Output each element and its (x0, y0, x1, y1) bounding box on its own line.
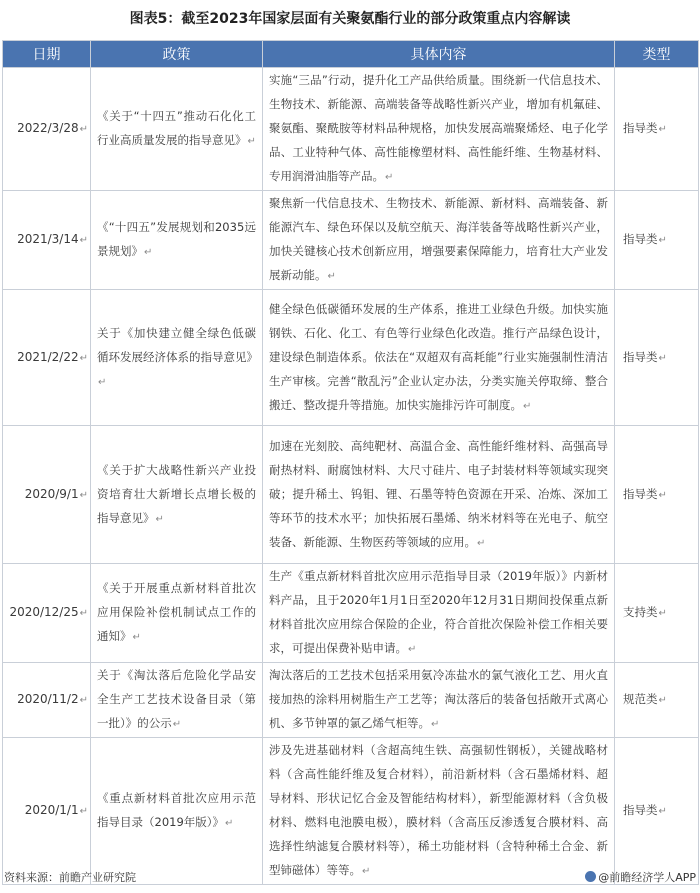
row-date: 2020/11/2 (17, 692, 79, 706)
row-date: 2020/12/25 (9, 605, 79, 619)
brand-logo-icon (585, 871, 596, 882)
table-row: 2020/11/2↵ 关于《淘汰落后危险化学品安全生产工艺技术设备目录（第一批）》的公示↵ 淘汰落后的工艺技术包括采用氨冷冻盐水的氯气液化工艺、用火直接加热的涂料用树脂生产工艺等；淘汰落后的装备包括敞开式离心机、多节钟罩的氯乙烯气柜等。↵ 规范类↵ (3, 663, 699, 738)
row-content: 加速在光刻胶、高纯靶材、高温合金、高性能纤维材料、高强高导耐热材料、耐腐蚀材料、大尺寸硅片、电子封装材料等领域实现突破；提升稀土、钨钼、锂、石墨等特色资源在开采、冶炼、深加工等环节的技术水平；加快拓展石墨烯、纳米材料等在光电子、航空装备、新能源、生物医药等领域的应用。 (269, 438, 608, 549)
row-type: 指导类 (623, 232, 658, 246)
row-policy: 《“十四五”发展规划和2035远景规划》 (97, 220, 256, 258)
row-type: 指导类 (623, 121, 658, 135)
row-content: 生产《重点新材料首批次应用示范指导目录（2019年版）》内新材料产品，且于2020年1月1日至2020年12月31日期间投保重点新材料首批次应用综合保险的企业，符合首批次保险补偿工作相关要求，可提出保费补贴申请。 (269, 569, 608, 655)
brand-footer (585, 869, 696, 885)
table-row: 2020/12/25↵ 《关于开展重点新材料首批次应用保险补偿机制试点工作的通知》↵ 生产《重点新材料首批次应用示范指导目录（2019年版）》内新材料产品，且于2020年1月1日至2020年12月31日期间投保重点新材料首批次应用综合保险的企业，符合首批次保险补偿工作相关要求，可提出保费补贴申请。↵ 支持类↵ (3, 564, 699, 663)
row-policy: 《重点新材料首批次应用示范指导目录（2019年版）》 (97, 791, 256, 829)
row-policy: 《关于开展重点新材料首批次应用保险补偿机制试点工作的通知》 (97, 581, 256, 643)
row-policy: 关于《淘汰落后危险化学品安全生产工艺技术设备目录（第一批）》的公示 (97, 668, 256, 730)
row-type: 指导类 (623, 486, 658, 501)
row-type: 指导类 (623, 803, 658, 817)
row-type: 指导类 (623, 349, 658, 364)
source-note: 资料来源：前瞻产业研究院 (4, 871, 136, 884)
header-date: 日期 (3, 41, 91, 68)
row-date: 2020/9/1 (24, 486, 79, 501)
row-policy: 关于《加快建立健全绿色低碳循环发展经济体系的指导意见》 (97, 325, 258, 364)
table-row: 2020/9/1↵ 《关于扩大战略性新兴产业投资培育壮大新增长点增长极的指导意见》↵ 加速在光刻胶、高纯靶材、高温合金、高性能纤维材料、高强高导耐热材料、耐腐蚀材料、大尺寸硅片、电子封装材料等领域实现突破；提升稀土、钨钼、锂、石墨等特色资源在开采、冶炼、深加工等环节的技术水平；加快拓展石墨烯、纳米材料等在光电子、航空装备、新能源、生物医药等领域的应用。↵ 指导类↵ (3, 426, 699, 564)
policy-table (2, 40, 699, 885)
row-content: 健全绿色低碳循环发展的生产体系，推进工业绿色升级。加快实施钢铁、石化、化工、有色等行业绿色化改造。推行产品绿色设计，建设绿色制造体系。依法在“双超双有高耗能”行业实施强制性清洁生产审核。完善“散乱污”企业认定办法，分类实施关停取缔、整合搬迁、整改提升等措施。加快实施排污许可制度。 (269, 301, 608, 412)
row-content: 涉及先进基础材料（含超高纯生铁、高强韧性钢板），关键战略材料（含高性能纤维及复合材料），前沿新材料（含石墨烯材料、超导材料、形状记忆合金及智能结构材料），新型能源材料（含负极材料、燃料电池膜电极），膜材料（含高压反渗透复合膜材料、高选择性纳滤复合膜材料等），稀土功能材料（含特种稀土合金、新型铈磁体）等等。 (269, 743, 608, 877)
row-policy: 《关于扩大战略性新兴产业投资培育壮大新增长点增长极的指导意见》 (97, 462, 256, 525)
header-content: 具体内容 (263, 41, 615, 68)
row-content: 实施“三品”行动，提升化工产品供给质量。围绕新一代信息技术、生物技术、新能源、高端装备等战略性新兴产业，增加有机氟硅、聚氨酯、聚酰胺等材料品种规格，加快发展高端聚烯烃、电子化学品、工业特种气体、高性能橡塑材料、高性能纤维、生物基材料、专用润滑油脂等产品。 (269, 73, 608, 183)
page-title: 图表5：截至2023年国家层面有关聚氨酯行业的部分政策重点内容解读 (129, 11, 571, 27)
header-type: 类型 (615, 41, 699, 68)
row-policy: 《关于“十四五”推动石化化工行业高质量发展的指导意见》 (97, 109, 256, 147)
row-content: 淘汰落后的工艺技术包括采用氨冷冻盐水的氯气液化工艺、用火直接加热的涂料用树脂生产工艺等；淘汰落后的装备包括敞开式离心机、多节钟罩的氯乙烯气柜等。 (269, 668, 608, 730)
row-type: 规范类 (623, 692, 658, 706)
table-row: 2021/2/22↵ 关于《加快建立健全绿色低碳循环发展经济体系的指导意见》↵ 健全绿色低碳循环发展的生产体系，推进工业绿色升级。加快实施钢铁、石化、化工、有色等行业绿色化改造。推行产品绿色设计，建设绿色制造体系。依法在“双超双有高耗能”行业实施强制性清洁生产审核。完善“散乱污”企业认定办法，分类实施关停取缔、整合搬迁、整改提升等措施。加快实施排污许可制度。↵ 指导类↵ (3, 290, 699, 426)
row-date: 2020/1/1 (24, 803, 79, 817)
table-header-row (3, 41, 699, 68)
row-date: 2021/2/22 (17, 349, 79, 364)
brand-label: @前瞻经济学人APP (598, 871, 696, 884)
table-row: 2020/1/1↵ 《重点新材料首批次应用示范指导目录（2019年版）》↵ 涉及先进基础材料（含超高纯生铁、高强韧性钢板），关键战略材料（含高性能纤维及复合材料），前沿新材料（含石墨烯材料、超导材料、形状记忆合金及智能结构材料），新型能源材料（含负极材料、燃料电池膜电极），膜材料（含高压反渗透复合膜材料、高选择性纳滤复合膜材料等），稀土功能材料（含特种稀土合金、新型铈磁体）等等。↵ 指导类↵ (3, 738, 699, 885)
table-row: 2022/3/28↵ 《关于“十四五”推动石化化工行业高质量发展的指导意见》↵ 实施“三品”行动，提升化工产品供给质量。围绕新一代信息技术、生物技术、新能源、高端装备等战略性新兴产业，增加有机氟硅、聚氨酯、聚酰胺等材料品种规格，加快发展高端聚烯烃、电子化学品、工业特种气体、高性能橡塑材料、高性能纤维、生物基材料、专用润滑油脂等产品。↵ 指导类↵ (3, 68, 699, 191)
row-date: 2022/3/28 (17, 121, 79, 135)
row-date: 2021/3/14 (17, 232, 79, 246)
table-row: 2021/3/14↵ 《“十四五”发展规划和2035远景规划》↵ 聚焦新一代信息技术、生物技术、新能源、新材料、高端装备、新能源汽车、绿色环保以及航空航天、海洋装备等战略性新兴产业，加快关键核心技术创新应用，增强要素保障能力，培育壮大产业发展新动能。↵ 指导类↵ (3, 191, 699, 290)
row-type: 支持类 (623, 605, 658, 619)
header-policy: 政策 (91, 41, 263, 68)
row-content: 聚焦新一代信息技术、生物技术、新能源、新材料、高端装备、新能源汽车、绿色环保以及航空航天、海洋装备等战略性新兴产业，加快关键核心技术创新应用，增强要素保障能力，培育壮大产业发展新动能。 (269, 196, 608, 282)
